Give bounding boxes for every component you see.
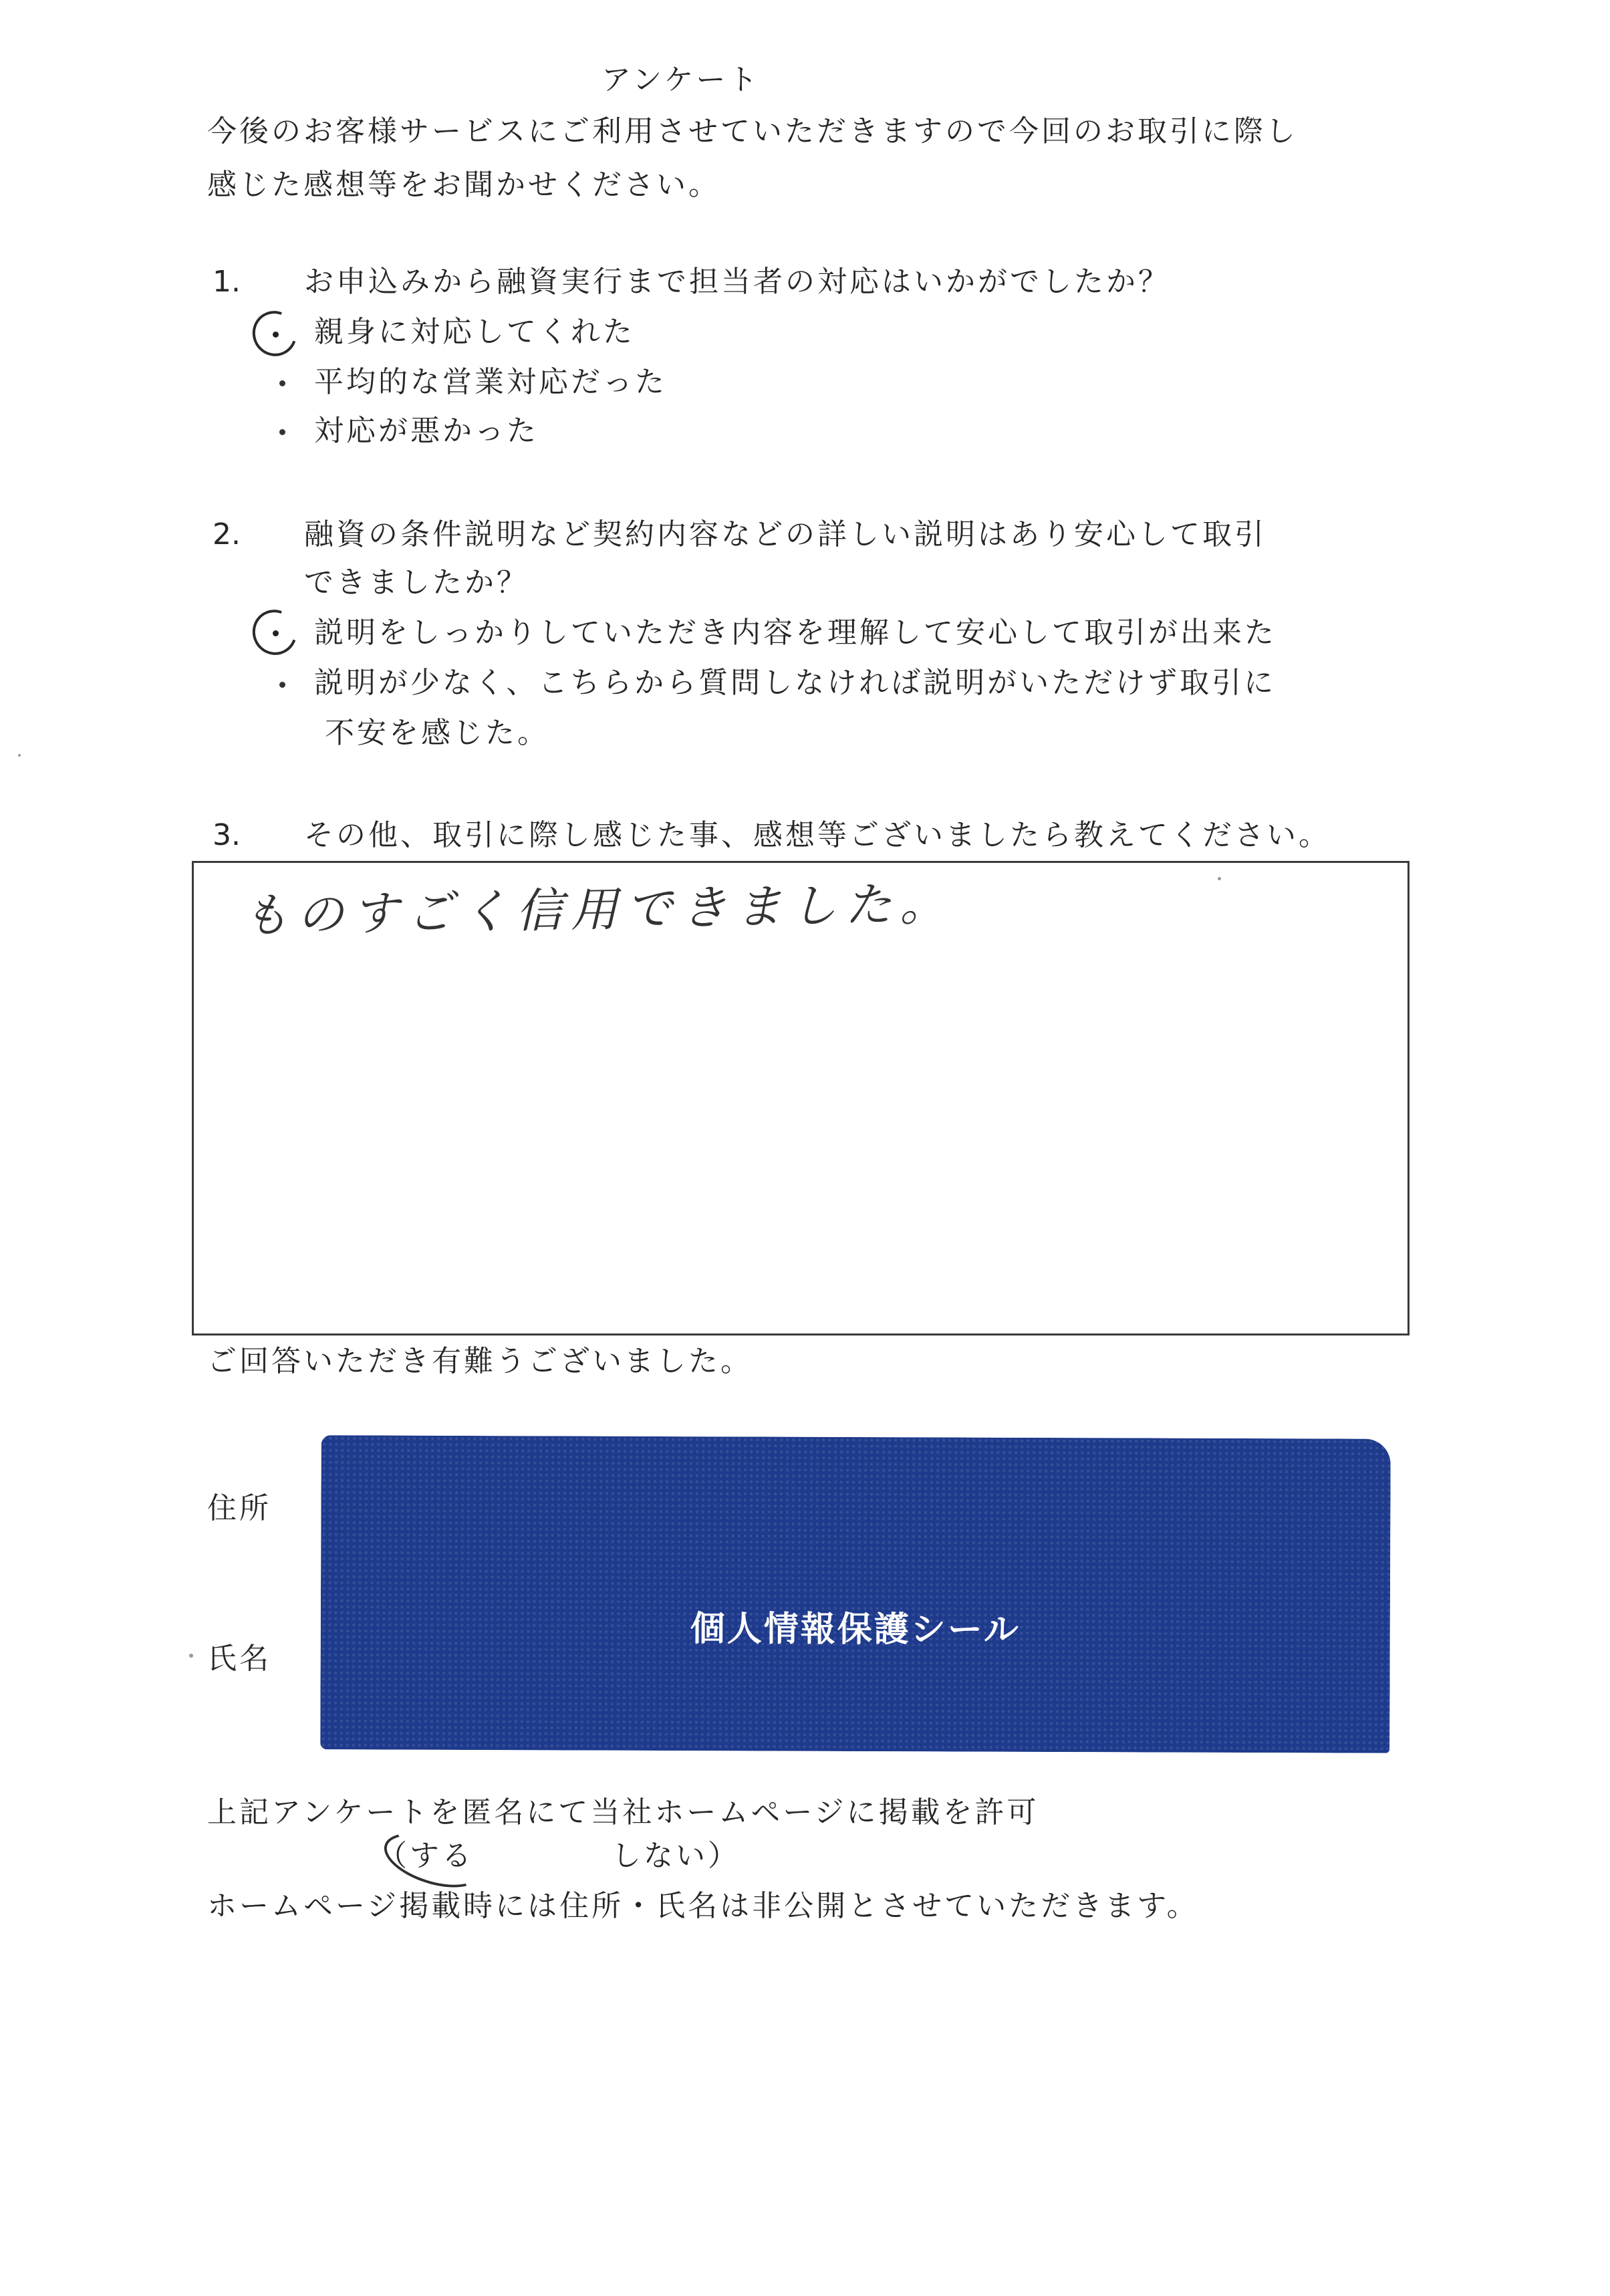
q1-option-3[interactable]: 対応が悪かった [314, 414, 539, 448]
q1-option-2-bullet [279, 380, 285, 386]
q2-option-2-line-2: 不安を感じた。 [325, 716, 549, 750]
q2-selected-dot [273, 630, 279, 636]
q1-option-2[interactable]: 平均的な営業対応だった [314, 365, 667, 399]
scan-speck [189, 1654, 193, 1658]
intro-line-2: 感じた感想等をお聞かせください。 [207, 168, 720, 202]
scan-speck [1218, 877, 1221, 880]
q2-option-1[interactable]: 説明をしっかりしていただき内容を理解して安心して取引が出来た [314, 616, 1277, 650]
thanks-text: ご回答いただき有難うございました。 [207, 1344, 753, 1378]
survey-title: アンケート [601, 63, 761, 97]
privacy-protection-seal [320, 1435, 1391, 1753]
intro-line-1: 今後のお客様サービスにご利用させていただきますので今回のお取引に際し [207, 114, 1298, 148]
q3-text: その他、取引に際し感じた事、感想等ございましたら教えてください。 [304, 818, 1331, 852]
q1-option-3-bullet [279, 429, 285, 435]
q2-number: 2. [213, 517, 241, 551]
permission-option-no[interactable]: しない） [612, 1839, 740, 1873]
privacy-note: ホームページ掲載時には住所・氏名は非公開とさせていただきます。 [207, 1889, 1199, 1923]
q1-option-1[interactable]: 親身に対応してくれた [314, 315, 635, 349]
scan-speck [18, 754, 21, 757]
q2-text-line-1: 融資の条件説明など契約内容などの詳しい説明はあり安心して取引 [304, 517, 1266, 551]
q1-selected-dot [273, 332, 279, 338]
seal-label: 個人情報保護シール [690, 1609, 1021, 1650]
q2-option-2-bullet [279, 682, 285, 688]
permission-line: 上記アンケートを匿名にて当社ホームページに掲載を許可 [207, 1795, 1039, 1829]
permission-option-yes[interactable]: （する [378, 1839, 474, 1873]
q1-text: お申込みから融資実行まで担当者の対応はいかがでしたか？ [304, 265, 1170, 299]
q3-handwritten-answer: ものすごく信用できました。 [241, 876, 955, 944]
q2-option-2-line-1[interactable]: 説明が少なく、こちらから質問しなければ説明がいただけず取引に [314, 666, 1277, 700]
q1-number: 1. [213, 265, 241, 299]
q3-answer-box[interactable] [192, 861, 1410, 1335]
name-label: 氏名 [207, 1642, 271, 1676]
q2-text-line-2: できましたか？ [304, 565, 529, 600]
address-label: 住所 [207, 1491, 271, 1525]
q3-number: 3. [213, 818, 241, 852]
